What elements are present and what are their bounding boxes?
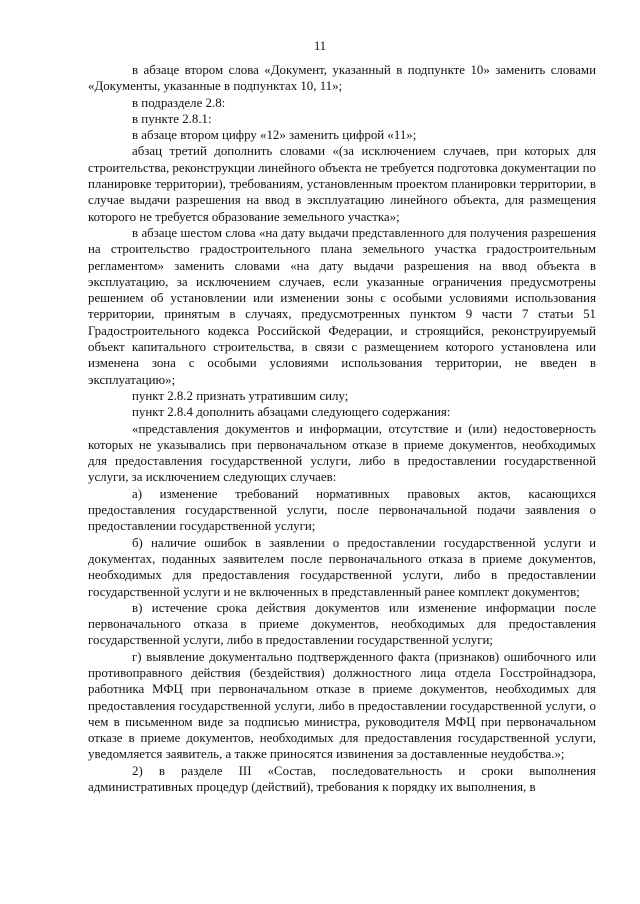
page-number: 11 [313,39,327,53]
paragraph-3: в пункте 2.8.1: [132,111,212,126]
paragraph-9: «представления документов и информации, отсутствие и (или) недостоверность которых не указывались при первоначальном отказе в приеме документов, необходимых для предоставления государственной услуги, либо в предоставлении государственной услуги, за исключением следующих случаев: [88,421,596,485]
paragraph-10: а) изменение требований нормативных правовых актов, касающихся предоставления государственной услуги, после первоначальной подачи заявления о предоставлении государственной услуги; [88,486,596,534]
paragraph-5: абзац третий дополнить словами «(за исключением случаев, при которых для строительства, реконструкции линейного объекта не требуется подготовка документации по планировке территории), требованиям, установленным проектом планировки территории, в случае выдачи разрешения на ввод в эксплуатацию линейного объекта, для размещения которого не требуется образование земельного участка»; [88,144,596,224]
paragraph-13: г) выявление документально подтвержденного факта (признаков) ошибочного или противоправного действия (бездействия) должностного лица отдела Госстройнадзора, работника МФЦ при первоначальном отказе в приеме документов, необходимых для предоставления государственной услуги, либо в предоставлении государственной услуги, о чем в письменном виде за подписью министра, руководителя МФЦ при первоначальном отказе в приеме документов, необходимых для предоставления государственной услуги, уведомляется заявитель, а также приносятся извинения за доставленные неудобства.»; [88,649,596,762]
paragraph-12: в) истечение срока действия документов или изменение информации после первоначального отказа в приеме документов, необходимых для предоставления государственной услуги, либо в предоставлении государственной услуги; [88,600,596,648]
paragraph-11: б) наличие ошибок в заявлении о предоставлении государственной услуги и документах, поданных заявителем после первоначального отказа в приеме документов, необходимых для предоставления государственной услуги, либо в предоставлении государственной услуги и не включенных в представленный ранее комплект документов; [88,535,596,599]
document-body [88,62,596,795]
paragraph-8: пункт 2.8.4 дополнить абзацами следующего содержания: [132,405,451,420]
paragraph-14: 2) в разделе III «Состав, последовательность и сроки выполнения административных процедур (действий), требования к порядку их выполнения, в [88,763,596,795]
paragraph-7: пункт 2.8.2 признать утратившим силу; [132,388,349,403]
paragraph-4: в абзаце втором цифру «12» заменить цифрой «11»; [132,128,417,143]
paragraph-6: в абзаце шестом слова «на дату выдачи представленного для получения разрешения на строительство градостроительного плана земельного участка градостроительным регламентом» заменить словами «на дату выдачи разрешения на ввод объекта в эксплуатацию, за исключением случаев, если указанные ограничения предусмотрены решением об установлении или изменении зоны с особыми условиями использования территории, принятым в случаях, предусмотренных пунктом 9 части 7 статьи 51 Градостроительного кодекса Российской Федерации, и строящийся, реконструируемый объект капитального строительства, в связи с размещением которого установлена или изменена зона с особыми условиями использования территории, не введен в эксплуатацию»; [88,225,596,387]
paragraph-1: в абзаце втором слова «Документ, указанный в подпункте 10» заменить словами «Документы, указанные в подпунктах 10, 11»; [88,63,596,94]
paragraph-2: в подразделе 2.8: [132,95,226,110]
